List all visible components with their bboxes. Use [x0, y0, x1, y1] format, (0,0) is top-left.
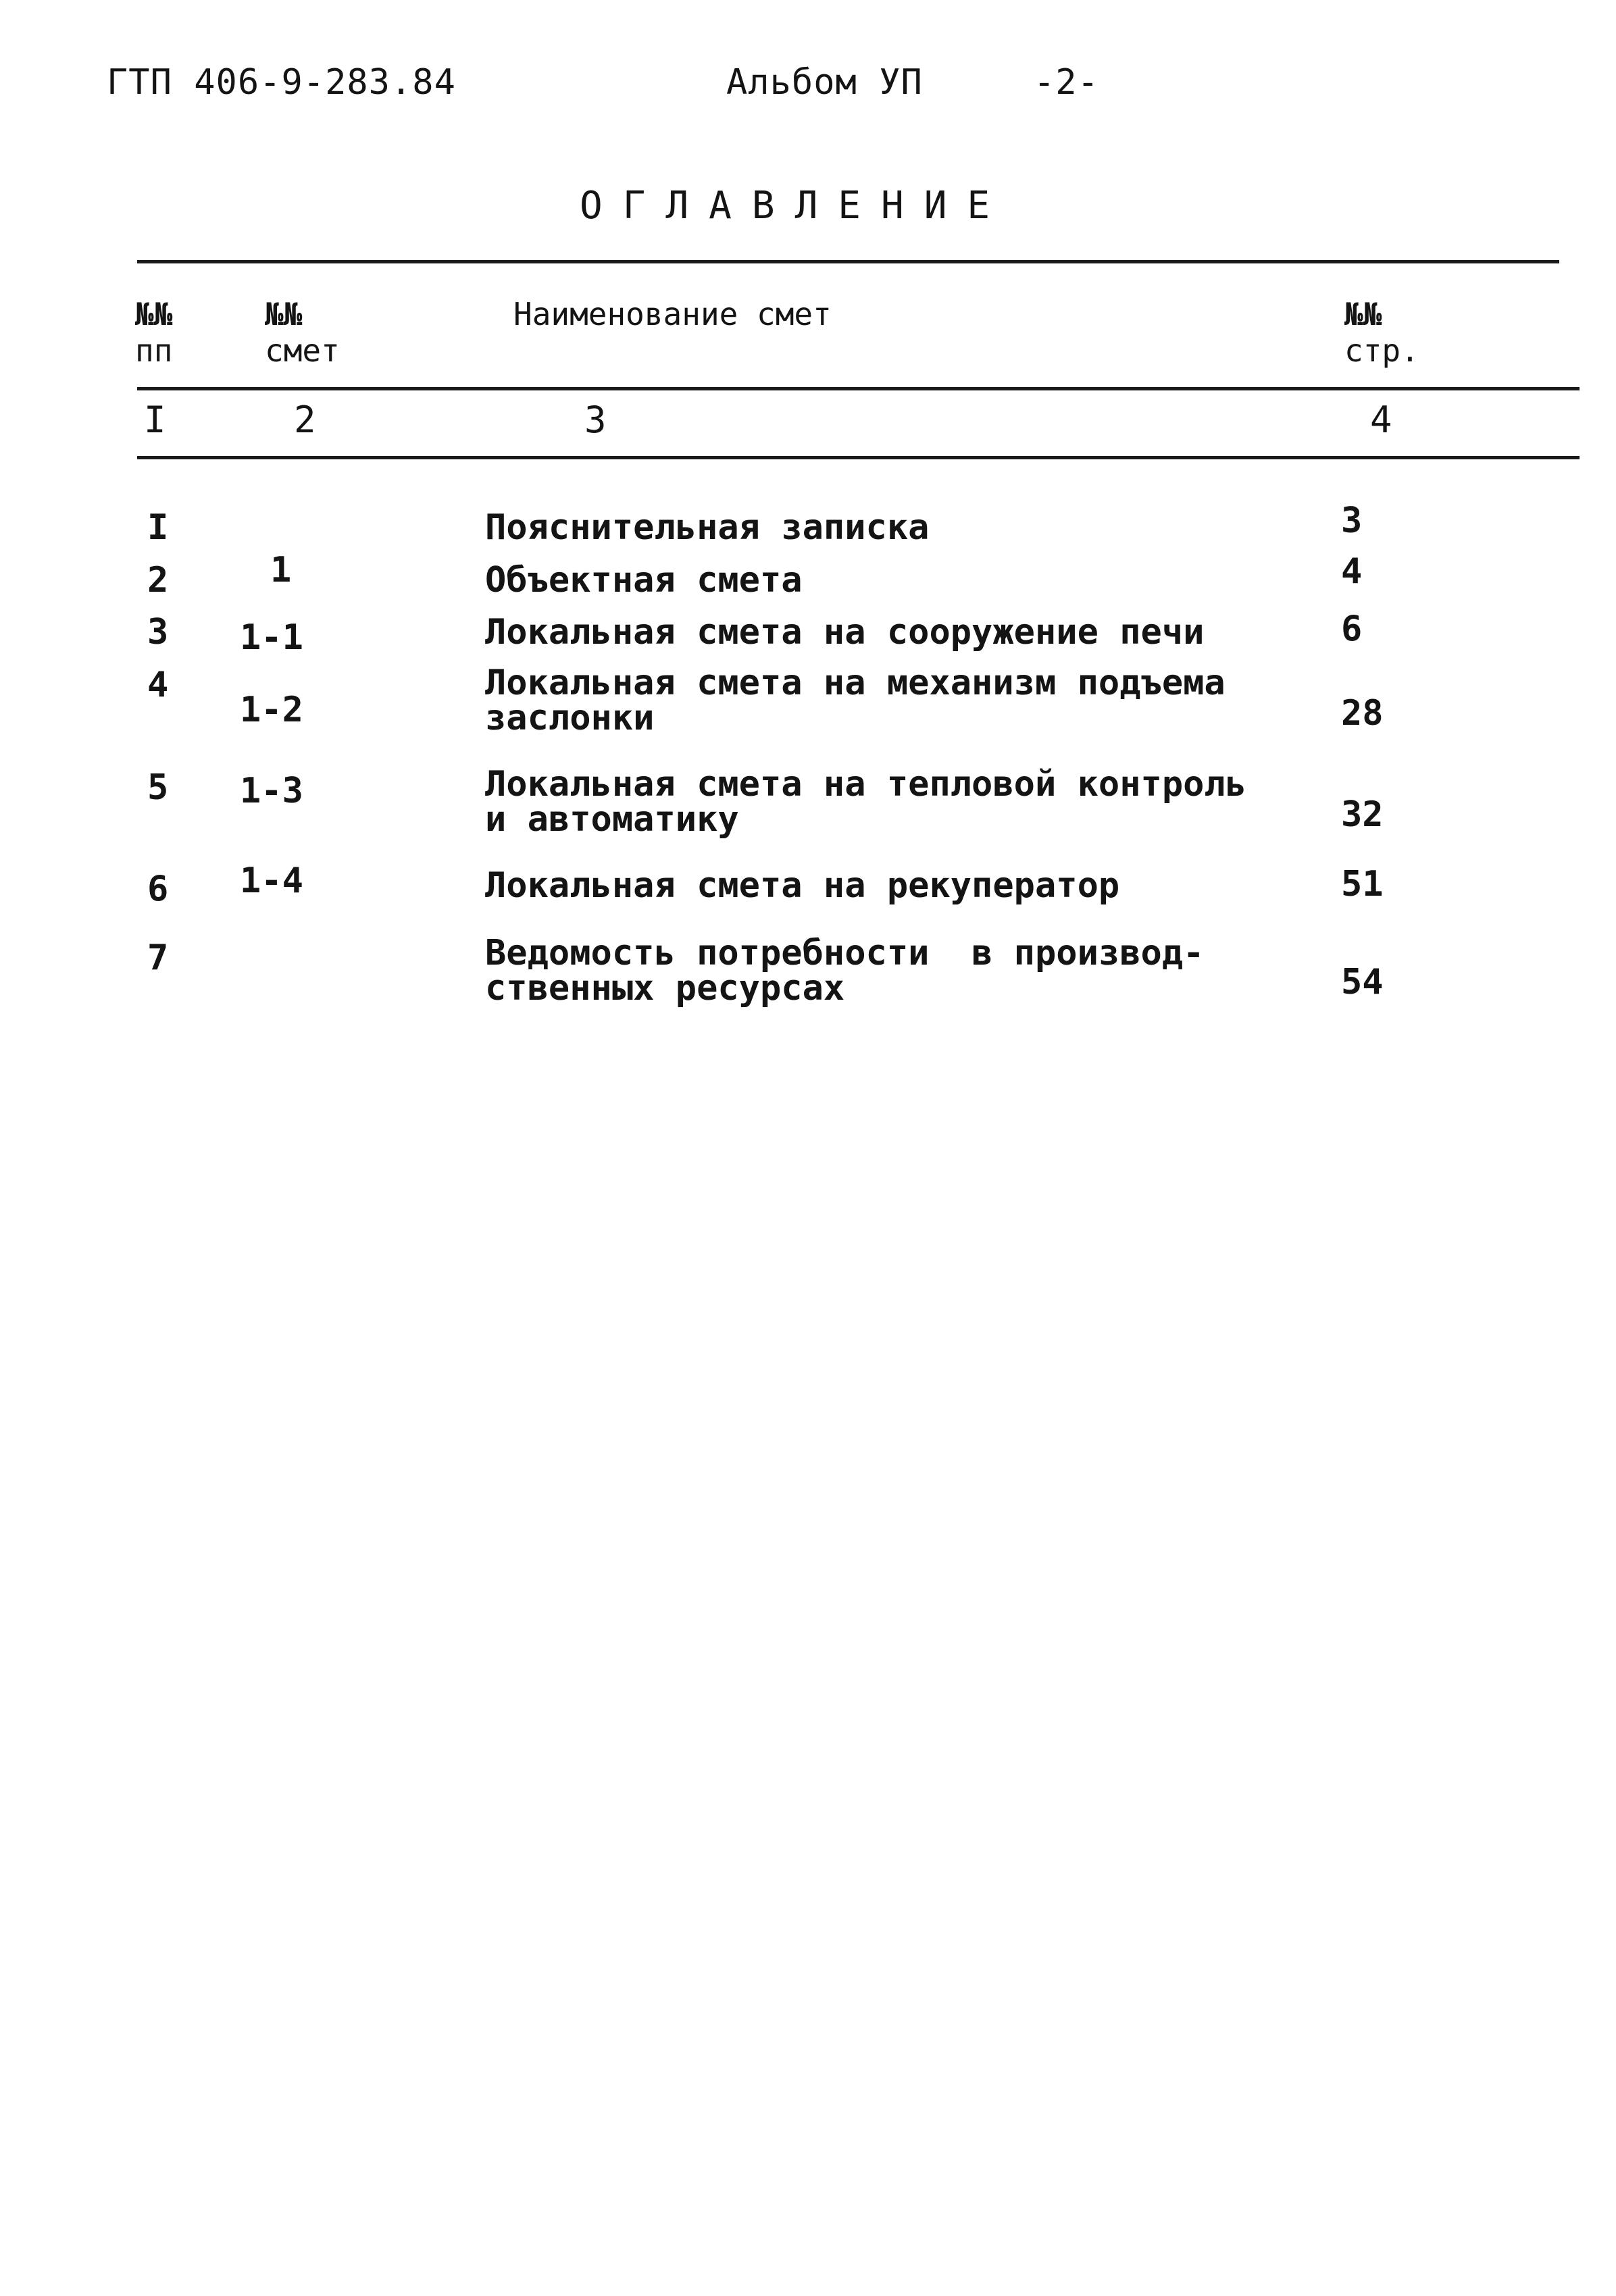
- row-3-name: Локальная смета на сооружение печи: [485, 612, 1205, 653]
- row-6-page: 51: [1341, 864, 1384, 904]
- row-4-name: [485, 665, 1226, 736]
- row-7-name: [485, 933, 1205, 1009]
- row-1-page: 3: [1341, 501, 1363, 541]
- table-numbers-rule: [137, 456, 1580, 459]
- toc-title: ОГЛАВЛЕНИЕ: [580, 184, 1011, 228]
- row-5-code: 1-3: [240, 771, 303, 811]
- row-7-name-line1: Ведомость потребности в производ-: [485, 933, 1205, 973]
- row-4-code: 1-2: [240, 690, 303, 730]
- row-4-number: 4: [147, 665, 169, 705]
- row-3-page: 6: [1341, 609, 1363, 649]
- header-pp-line2: пп: [135, 332, 173, 369]
- row-5-name: [485, 764, 1247, 840]
- row-2-page: 4: [1341, 551, 1363, 592]
- row-2-code: 1: [270, 550, 292, 590]
- header-page: [1344, 296, 1419, 369]
- row-4-page: 28: [1341, 693, 1384, 734]
- header-page-line2: стр.: [1344, 332, 1419, 369]
- document-code: ГТП 406-9-283.84: [107, 62, 456, 103]
- header-name: Наименование смет: [513, 296, 832, 332]
- column-number-2: 2: [294, 399, 316, 441]
- column-number-3: 3: [584, 399, 607, 441]
- row-4-name-line1: Локальная смета на механизм подъема: [485, 663, 1226, 703]
- row-3-code: 1-1: [240, 617, 303, 658]
- row-5-page: 32: [1341, 794, 1384, 835]
- row-4-name-line2: заслонки: [485, 698, 655, 738]
- row-1-number: I: [147, 507, 169, 548]
- header-smet-line1: №№: [265, 296, 303, 332]
- row-2-name: Объектная смета: [485, 560, 803, 601]
- album-label: Альбом УП: [726, 62, 923, 103]
- header-pp: [135, 296, 172, 369]
- header-page-line1: №№: [1344, 296, 1382, 332]
- header-smet: [265, 296, 340, 369]
- row-5-name-line2: и автоматику: [485, 799, 739, 840]
- row-6-number: 6: [147, 869, 169, 909]
- row-5-number: 5: [147, 767, 169, 808]
- row-1-name: Пояснительная записка: [485, 507, 930, 548]
- row-2-number: 2: [147, 560, 169, 601]
- column-number-4: 4: [1370, 399, 1392, 441]
- page-number: -2-: [1034, 62, 1099, 103]
- row-6-code: 1-4: [240, 861, 303, 901]
- row-7-page: 54: [1341, 962, 1384, 1002]
- row-5-name-line1: Локальная смета на тепловой контроль: [485, 764, 1247, 805]
- table-top-rule: [137, 260, 1559, 263]
- column-number-1: I: [144, 399, 166, 441]
- header-smet-line2: смет: [265, 332, 340, 369]
- row-6-name: Локальная смета на рекуператор: [485, 865, 1120, 906]
- table-header-rule: [137, 387, 1580, 390]
- row-7-number: 7: [147, 938, 169, 978]
- header-pp-line1: №№: [135, 296, 173, 332]
- row-7-name-line2: ственных ресурсах: [485, 968, 845, 1009]
- row-3-number: 3: [147, 612, 169, 653]
